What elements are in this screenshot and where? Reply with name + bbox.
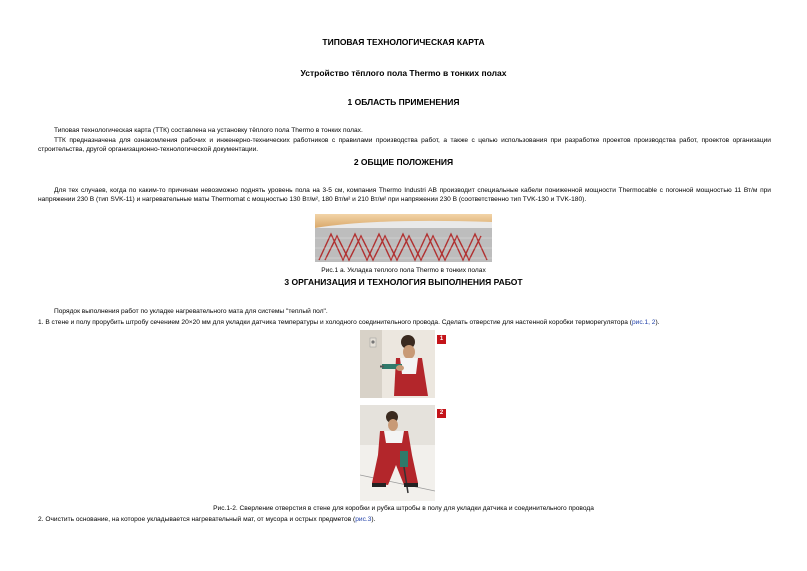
figure-3-link[interactable]: рис.3 xyxy=(355,516,372,523)
step-1-paragraph: 1. В стене и полу прорубить штробу сечением 20×20 мм для укладки датчика температуры и холодного соединительного провода. Сделать отверстие для настенной коробки терморегулятора (рис.1, 2). xyxy=(38,319,660,326)
section-2-paragraph-1: Для тех случаев, когда по каким-то причинам невозможно поднять уровень пола на 3-5 см, компания Thermo Industri AB производит специальные кабели пониженной мощности Thermocable с погонной мощностью 11 Вт/м при напряжении 230 В (тип SVK-11) и нагревательные маты Thermomat с мощностью 130 Вт/м², 180 Вт/м² и 210 Вт/м² при напряжении 230 В (соответственно тип TVK-130 и TVK-180). xyxy=(38,187,771,204)
step-2-paragraph: 2. Очистить основание, на которое укладывается нагревательный мат, от мусора и острых предметов (рис.3). xyxy=(38,516,376,523)
floor-heating-illustration xyxy=(315,214,492,262)
photo-1-wall-drilling xyxy=(360,330,435,398)
photos-1-2-caption: Рис.1-2. Сверление отверстия в стене для коробки и рубка штробы в полу для укладки датчика и соединительного провода xyxy=(213,505,594,512)
photo-2-floor-chasing xyxy=(360,405,435,501)
floor-chasing-photo xyxy=(360,405,435,501)
section-1-paragraph-1: Типовая технологическая карта (ТТК) составлена на установку тёплого пола Thermo в тонких полах. xyxy=(54,127,363,134)
section-2-heading: 2 ОБЩИЕ ПОЛОЖЕНИЯ xyxy=(353,157,454,167)
section-1-heading: 1 ОБЛАСТЬ ПРИМЕНЕНИЯ xyxy=(347,97,460,107)
photo-1-badge: 1 xyxy=(437,335,446,344)
document-subtitle: Устройство тёплого пола Thermo в тонких полах xyxy=(300,68,507,78)
figure-1-2-link[interactable]: рис.1, 2 xyxy=(631,319,656,326)
wall-drilling-photo xyxy=(360,330,435,398)
section-3-paragraph-1: Порядок выполнения работ по укладке нагревательного мата для системы "теплый пол". xyxy=(54,308,328,315)
section-3-heading: 3 ОРГАНИЗАЦИЯ И ТЕХНОЛОГИЯ ВЫПОЛНЕНИЯ РАБОТ xyxy=(284,277,523,287)
figure-1a-caption: Рис.1 а. Укладка теплого пола Thermo в тонких полах xyxy=(321,267,486,274)
section-1-paragraph-2: ТТК предназначена для ознакомления рабочих и инженерно-технических работников с правилами производства работ, а также с целью использования при разработке проектов производства работ, проектов организации строительства, другой организационно-технологической документации. xyxy=(38,137,771,154)
floor-heating-figure xyxy=(315,214,492,262)
document-title: ТИПОВАЯ ТЕХНОЛОГИЧЕСКАЯ КАРТА xyxy=(322,37,485,47)
photo-2-badge: 2 xyxy=(437,409,446,418)
